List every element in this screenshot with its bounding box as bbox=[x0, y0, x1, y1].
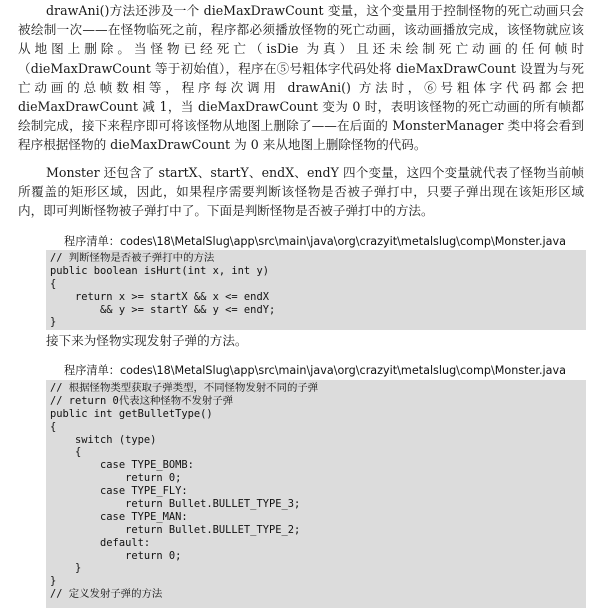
code-line: return 0; bbox=[50, 472, 182, 485]
code-line: { bbox=[50, 277, 57, 290]
code-line: } bbox=[50, 562, 82, 575]
transition-sentence: 接下来为怪物实现发射子弹的方法。 bbox=[46, 333, 248, 348]
code-line: case TYPE_MAN: bbox=[50, 510, 188, 523]
code-line: switch (type) bbox=[50, 433, 157, 446]
code-line: // return 0代表这种怪物不发射子弹 bbox=[50, 394, 234, 407]
code-block-is-hurt bbox=[46, 250, 586, 330]
code-listing-2 bbox=[46, 380, 586, 601]
code-line: } bbox=[50, 316, 57, 329]
code-line: } bbox=[50, 575, 57, 588]
code-line: return 0; bbox=[50, 549, 182, 562]
code-block-get-bullet-type bbox=[46, 380, 586, 608]
code-line: // 根据怪物类型获取子弹类型，不同怪物发射不同的子弹 bbox=[50, 382, 319, 394]
listing-caption-1: 程序清单：codes\18\MetalSlug\app\src\main\java\org\crazyit\metalslug\comp\Monster.java bbox=[64, 235, 566, 248]
code-line: { bbox=[50, 420, 57, 433]
code-listing-1 bbox=[46, 250, 586, 329]
code-line: return Bullet.BULLET_TYPE_2; bbox=[50, 523, 301, 536]
code-line: public int getBulletType() bbox=[50, 407, 213, 420]
code-line: return x >= startX && x <= endX bbox=[50, 290, 269, 303]
code-line: // 定义发射子弹的方法 bbox=[50, 588, 163, 601]
code-line: default: bbox=[50, 536, 151, 549]
body-paragraph-die-max-draw-count: drawAni()方法还涉及一个 dieMaxDrawCount 变量，这个变量用于控制怪物的死亡动画只会被绘制一次——在怪物临死之前，程序都必须播放怪物的死亡动画，该动画播放完成，该怪物就应该从地图上删除。当怪物已经死亡（isDie 为真）且还未绘制死亡动画的任何帧时（dieMaxDrawCount 等于初始值），程序在⑤号粗体字代码处将 dieMaxDrawCount 设置为与死亡动画的总帧数相等，程序每次调用 drawAni() 方法时，⑥号粗体字代码都会把 dieMaxDrawCount 减 1，当 dieMaxDrawCount 变为 0 时，表明该怪物的死亡动画的所有帧都绘制完成，接下来程序即可将该怪物从地图上删除了——在后面的 MonsterManager 类中将会看到程序根据怪物的 dieMaxDrawCount 为 0 来从地图上删除怪物的代码。 bbox=[18, 3, 584, 153]
code-line: case TYPE_BOMB: bbox=[50, 459, 194, 472]
code-line: case TYPE_FLY: bbox=[50, 485, 188, 498]
code-line: && y >= startY && y <= endY; bbox=[50, 303, 276, 316]
listing-caption-2: 程序清单：codes\18\MetalSlug\app\src\main\java\org\crazyit\metalslug\comp\Monster.java bbox=[64, 364, 566, 377]
code-line: public boolean isHurt(int x, int y) bbox=[50, 264, 269, 277]
code-line: { bbox=[50, 446, 82, 459]
body-paragraph-bounding-area: Monster 还包含了 startX、startY、endX、endY 四个变量，这四个变量就代表了怪物当前帧所覆盖的矩形区域，因此，如果程序需要判断该怪物是否被子弹打中，只要子弹出现在该矩形区域内，即可判断怪物被子弹打中了。下面是判断怪物是否被子弹打中的方法。 bbox=[18, 165, 584, 219]
code-line: // 判断怪物是否被子弹打中的方法 bbox=[50, 252, 215, 264]
code-line: return Bullet.BULLET_TYPE_3; bbox=[50, 498, 301, 511]
